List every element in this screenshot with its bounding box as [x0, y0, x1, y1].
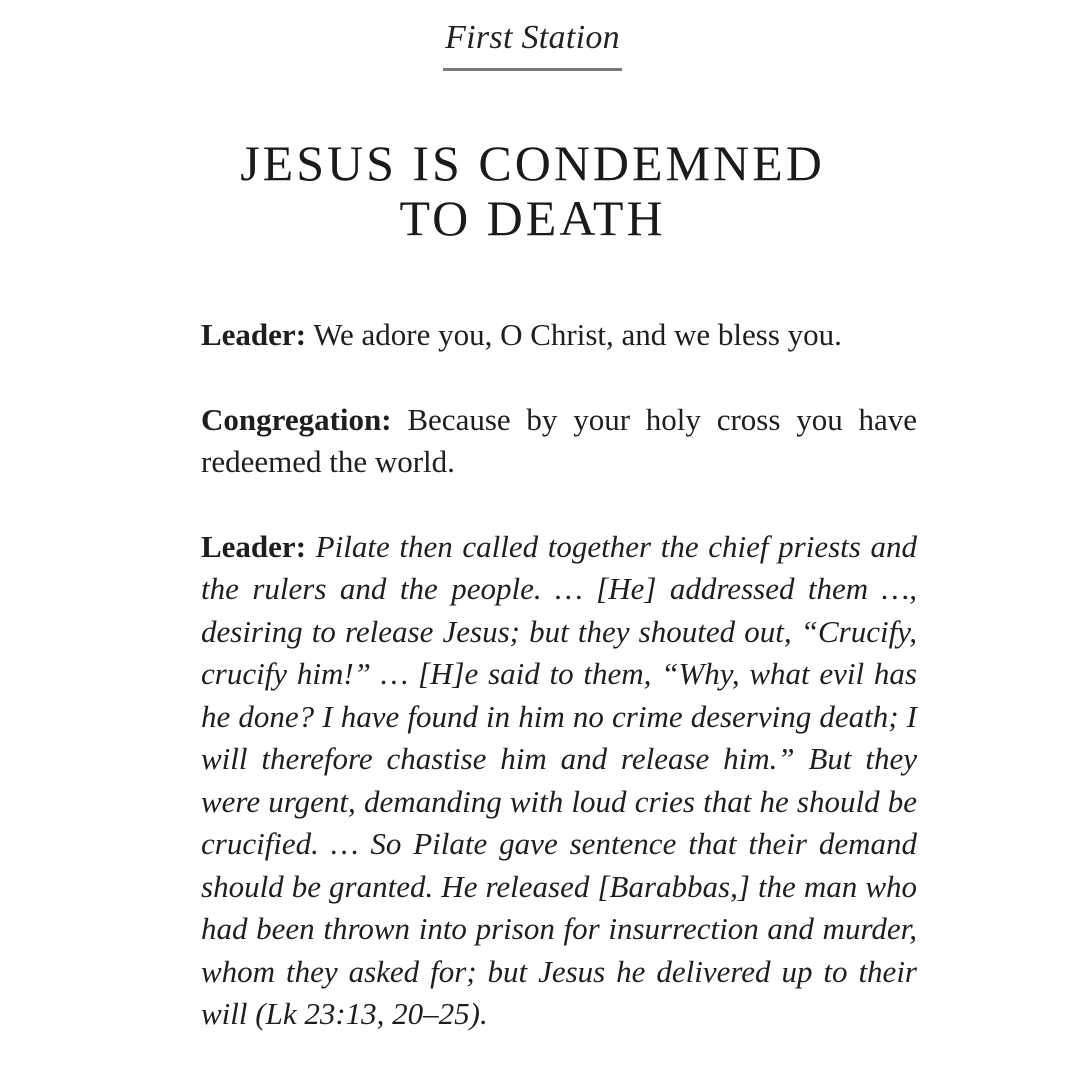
scripture-reading [201, 526, 917, 1036]
speaker-label: Leader: [201, 317, 307, 352]
station-title [0, 136, 1065, 246]
leader-acclamation [201, 314, 917, 357]
reading-text: Pilate then called together the chief priests and the rulers and the people. … [He] addressed them …, desiring to release Jesus; but they shouted out, “Crucify, crucify him!” … [H]e said to them, “Why, what evil has he done? I have found in him no crime deserving death; I will therefore chastise him and release him.” But they were urgent, demanding with loud cries that he should be crucified. … So Pilate gave sentence that their demand should be granted. He released [Barabbas,] the man who had been thrown into prison for insurrection and murder, whom they asked for; but Jesus he delivered up to their will (Lk 23:13, 20–25). [201, 528, 917, 1031]
response-text: Because by your holy cross you have redeemed the world. [201, 401, 917, 479]
congregation-response [201, 399, 917, 484]
station-label: First Station [443, 14, 622, 71]
prayer-content [201, 314, 917, 1036]
station-header [0, 14, 1065, 71]
speaker-label: Congregation: [201, 401, 392, 437]
speaker-label: Leader: [201, 528, 307, 564]
station-title-line-2: TO DEATH [399, 190, 666, 246]
station-title-line-1: JESUS IS CONDEMNED [240, 135, 825, 191]
acclamation-text: We adore you, O Christ, and we bless you. [306, 317, 842, 352]
